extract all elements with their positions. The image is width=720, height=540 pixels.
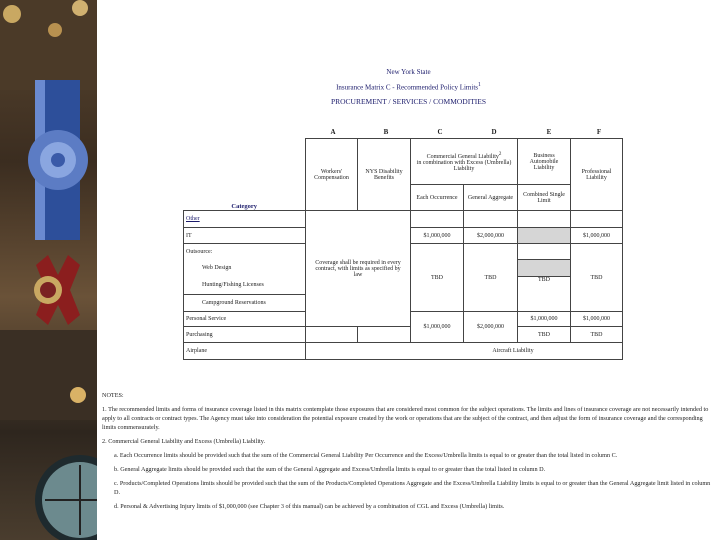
row-campground-label: Campground Reservations: [184, 295, 306, 312]
row-hunting-label: Hunting/Fishing Licenses: [184, 277, 306, 295]
matrix-title: [97, 82, 720, 91]
document-page: [97, 0, 720, 540]
note-2: 2. Commercial General Liability and Excess (Umbrella) Liability.: [102, 437, 265, 445]
note-2c: c. Products/Completed Operations limits should be provided such that the sum of the Products/Completed Operations Aggregate and the Excess/Umbrella Liability limits is equal to or greater than the General Aggregate limit listed in column D.: [114, 479, 711, 496]
notes-title: NOTES:: [102, 392, 124, 399]
row-personal-general-aggregate: $2,000,000: [464, 312, 518, 343]
header-disability: NYS Disability Benefits: [358, 139, 411, 211]
header-cgl: [411, 139, 518, 185]
note-1: 1. The recommended limits and forms of insurance coverage listed in this matrix contemplate those exposures that are considered most common for the subject operations. The limits and lines of insurance coverage are not necessarily intended to apply to all contracts or contract types. The Agency must take into consideration the potential exposure created by the work or operations that are the subject of the contract, and then adjust the form of insurance coverage and the corresponding limits commensurately.: [102, 405, 709, 431]
row-purchasing-label: Purchasing: [184, 327, 306, 343]
note-2d: d. Personal & Advertising Injury limits of $1,000,000 (see Chapter 3 of this manual) can be achieved by a combination of CGL and Excess (Umbrella) limits.: [114, 502, 505, 510]
column-letter-c: C: [437, 128, 443, 136]
row-purchasing-professional: TBD: [571, 327, 623, 343]
category-header: Category: [184, 139, 306, 211]
column-letter-a: A: [330, 128, 336, 136]
row-it-each-occurrence: $1,000,000: [411, 228, 464, 244]
header-cgl-footnote: 2: [498, 151, 502, 157]
row-outsource-label: Outsource:: [184, 244, 306, 260]
row-other-label: Other: [186, 216, 200, 222]
row-personal-auto: $1,000,000: [518, 312, 571, 327]
row-other: [184, 211, 306, 228]
matrix-title-text: Insurance Matrix C - Recommended Policy Limits: [336, 83, 478, 92]
row-it-general-aggregate: $2,000,000: [464, 228, 518, 244]
matrix-title-footnote: 1: [478, 82, 481, 88]
row-web-design-label: Web Design: [184, 260, 306, 277]
row-it-professional: $1,000,000: [571, 228, 623, 244]
coverage-note: Coverage shall be required in every contract, with limits as specified by law: [306, 211, 411, 327]
header-cgl-title: Commercial General Liability: [426, 153, 499, 160]
row-airplane-aircraft-liability: Aircraft Liability: [306, 343, 623, 360]
row-personal-professional: $1,000,000: [571, 312, 623, 327]
note-2a: a. Each Occurrence limits should be provided such that the sum of the Commercial General Liability Per Occurrence and the Excess/Umbrella limits is equal to or greater than the total listed in column C.: [114, 451, 618, 459]
row-it-auto-shaded: [518, 228, 571, 244]
header-combined-single-limit: Combined Single Limit: [518, 185, 571, 211]
notes-section: [102, 392, 714, 517]
header-each-occurrence: Each Occurrence: [411, 185, 464, 211]
row-purchasing-auto: TBD: [518, 327, 571, 343]
row-outsource-each-occurrence: TBD: [411, 244, 464, 312]
note-2b: b. General Aggregate limits should be provided such that the sum of the General Aggregate and Excess/Umbrella limits is equal to or greater than the total listed in column D.: [114, 465, 546, 473]
medal-illustration: [0, 0, 97, 540]
column-letter-e: E: [546, 128, 552, 136]
column-letter-f: F: [596, 128, 602, 136]
row-personal-each-occurrence: $1,000,000: [411, 312, 464, 343]
insurance-matrix-table: [183, 138, 623, 360]
header-workers-comp: Workers' Compensation: [306, 139, 358, 211]
row-airplane-label: Airplane: [184, 343, 306, 360]
row-outsource-professional: TBD: [571, 244, 623, 312]
header-professional: Professional Liability: [571, 139, 623, 211]
row-personal-label: Personal Service: [184, 312, 306, 327]
row-outsource-auto: TBD: [518, 277, 571, 312]
column-letter-b: B: [383, 128, 389, 136]
column-letter-d: D: [491, 128, 497, 136]
matrix-subtitle: PROCUREMENT / SERVICES / COMMODITIES: [330, 97, 487, 106]
decorative-photo-strip: [0, 0, 97, 540]
header-general-aggregate: General Aggregate: [464, 185, 518, 211]
row-outsource-general-aggregate: TBD: [464, 244, 518, 312]
state-heading: New York State: [386, 68, 431, 76]
header-cgl-sub: in combination with Excess (Umbrella) Liability: [416, 159, 512, 172]
row-it-label: IT: [184, 228, 306, 244]
header-auto: Business Automobile Liability: [518, 139, 571, 185]
row-web-auto-shaded: [518, 260, 571, 277]
